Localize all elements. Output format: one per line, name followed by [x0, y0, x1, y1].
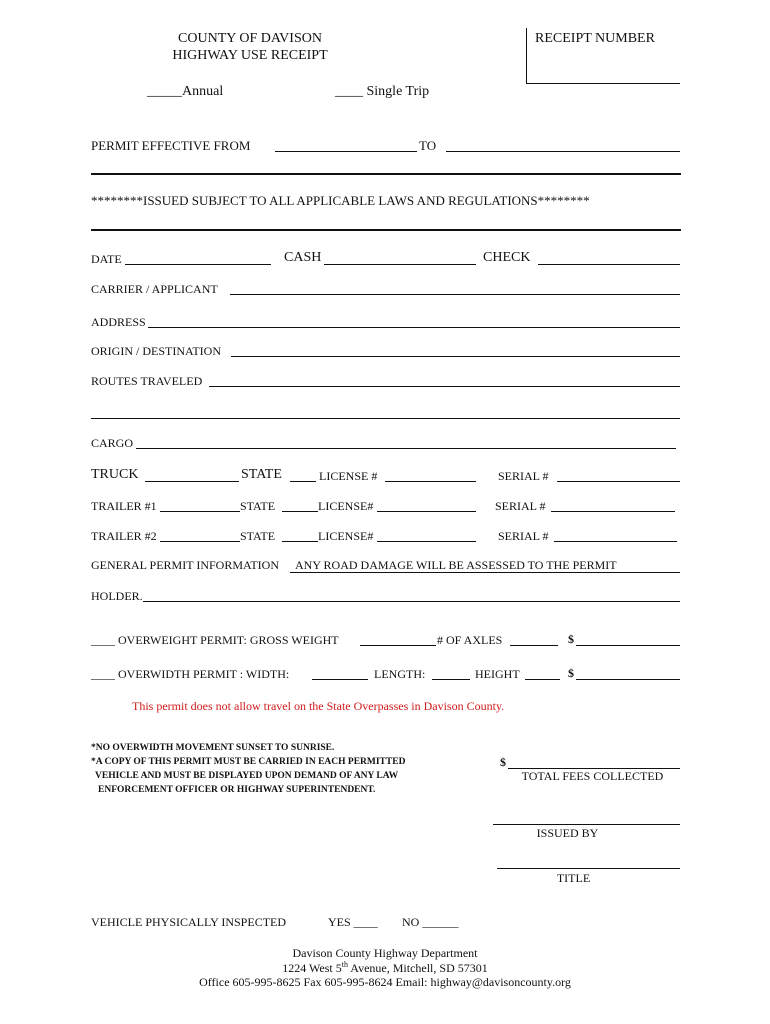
total-dollar: $ [500, 755, 506, 769]
note-line-4: ENFORCEMENT OFFICER OR HIGHWAY SUPERINTENDENT. [98, 785, 376, 795]
overweight-row [91, 633, 339, 648]
note-line-3: VEHICLE AND MUST BE DISPLAYED UPON DEMAND OF ANY LAW [95, 771, 399, 781]
overwidth-amount-field[interactable] [576, 679, 680, 680]
single-trip-label: Single Trip [366, 84, 430, 99]
annual-option[interactable] [147, 84, 223, 100]
receipt-number-field[interactable] [530, 52, 676, 80]
receipt-title: HIGHWAY USE RECEIPT [172, 48, 328, 63]
overweight-dollar: $ [568, 632, 574, 646]
holder-line [143, 601, 680, 602]
general-info-line [290, 572, 680, 573]
divider-bottom [91, 229, 681, 231]
trailer1-field[interactable] [160, 511, 240, 512]
width-field[interactable] [312, 679, 368, 680]
routes-field-2[interactable] [91, 418, 680, 419]
cash-label: CASH [284, 250, 322, 265]
trailer1-state-field[interactable] [282, 511, 318, 512]
truck-field[interactable] [145, 481, 239, 482]
carrier-label: CARRIER / APPLICANT [91, 282, 218, 296]
axles-field[interactable] [510, 645, 558, 646]
origin-destination-field[interactable] [231, 356, 680, 357]
truck-license-label: LICENSE # [319, 469, 378, 483]
length-label: LENGTH: [374, 667, 426, 681]
receipt-number-label: RECEIPT NUMBER [535, 31, 655, 46]
trailer2-state-label: STATE [240, 529, 276, 543]
truck-serial-field[interactable] [557, 481, 680, 482]
routes-label: ROUTES TRAVELED [91, 374, 203, 388]
trailer2-serial-label: SERIAL # [498, 529, 549, 543]
inspection-no[interactable] [402, 915, 458, 930]
trailer2-license-label: LICENSE# [318, 529, 374, 543]
issued-by-label: ISSUED BY [536, 826, 599, 840]
axles-label: # OF AXLES [437, 633, 503, 647]
note-line-1: *NO OVERWIDTH MOVEMENT SUNSET TO SUNRISE. [91, 743, 335, 753]
receipt-box-left [526, 28, 527, 84]
footer-address-post: Avenue, Mitchell, SD 57301 [347, 961, 488, 975]
annual-label: Annual [182, 84, 224, 99]
issued-by-field[interactable] [493, 824, 680, 825]
general-info-text: ANY ROAD DAMAGE WILL BE ASSESSED TO THE PERMIT [295, 558, 617, 572]
height-field[interactable] [525, 679, 560, 680]
truck-license-field[interactable] [385, 481, 476, 482]
footer-contact: Office 605-995-8625 Fax 605-995-8624 Email: highway@davisoncounty.org [199, 975, 571, 989]
footer-address-pre: 1224 West 5 [282, 961, 342, 975]
effective-from-field[interactable] [275, 151, 417, 152]
county-title: COUNTY OF DAVISON [178, 31, 322, 46]
divider-top [91, 173, 681, 175]
legal-notice: ********ISSUED SUBJECT TO ALL APPLICABLE LAWS AND REGULATIONS******** [91, 193, 590, 208]
truck-label: TRUCK [91, 467, 139, 482]
total-fees-label: TOTAL FEES COLLECTED [521, 769, 664, 783]
inspection-no-label: NO [402, 915, 420, 929]
overweight-amount-field[interactable] [576, 645, 680, 646]
length-field[interactable] [432, 679, 470, 680]
overwidth-blank[interactable]: ____ [91, 667, 115, 681]
inspection-yes-label: YES [328, 915, 351, 929]
overwidth-row [91, 667, 289, 682]
overpass-note: This permit does not allow travel on the State Overpasses in Davison County. [132, 699, 505, 713]
routes-field[interactable] [209, 386, 680, 387]
receipt-box-bottom [526, 83, 680, 84]
holder-text: HOLDER. [91, 589, 143, 603]
trailer1-serial-field[interactable] [551, 511, 675, 512]
height-label: HEIGHT [475, 667, 520, 681]
effective-to-field[interactable] [446, 151, 680, 152]
check-label: CHECK [483, 250, 531, 265]
origin-destination-label: ORIGIN / DESTINATION [91, 344, 221, 358]
trailer2-field[interactable] [160, 541, 240, 542]
inspection-no-blank[interactable]: ______ [422, 915, 459, 929]
effective-to-label: TO [419, 138, 437, 153]
check-field[interactable] [538, 264, 680, 265]
trailer1-serial-label: SERIAL # [495, 499, 546, 513]
trailer1-license-field[interactable] [377, 511, 476, 512]
gross-weight-field[interactable] [360, 645, 436, 646]
annual-blank[interactable]: _____ [147, 84, 182, 99]
cargo-field[interactable] [136, 448, 676, 449]
single-trip-blank[interactable]: ____ [335, 84, 363, 99]
overweight-label: OVERWEIGHT PERMIT: GROSS WEIGHT [118, 633, 339, 647]
trailer1-license-label: LICENSE# [318, 499, 374, 513]
trailer2-serial-field[interactable] [554, 541, 677, 542]
overwidth-dollar: $ [568, 666, 574, 680]
overwidth-label: OVERWIDTH PERMIT : WIDTH: [118, 667, 290, 681]
inspection-yes-blank[interactable]: ____ [353, 915, 378, 929]
footer-department: Davison County Highway Department [292, 946, 478, 960]
general-info-label: GENERAL PERMIT INFORMATION [91, 558, 280, 572]
inspection-label: VEHICLE PHYSICALLY INSPECTED [91, 915, 287, 929]
date-label: DATE [91, 252, 122, 266]
effective-from-label: PERMIT EFFECTIVE FROM [91, 138, 251, 153]
title-label: TITLE [556, 871, 591, 885]
single-trip-option[interactable] [335, 84, 429, 100]
trailer2-label: TRAILER #2 [91, 529, 157, 543]
truck-state-label: STATE [241, 467, 282, 482]
truck-state-field[interactable] [290, 481, 316, 482]
footer-address-sup: th [341, 960, 348, 969]
overweight-blank[interactable]: ____ [91, 633, 115, 647]
cash-field[interactable] [324, 264, 476, 265]
inspection-yes[interactable] [328, 915, 378, 930]
trailer2-license-field[interactable] [377, 541, 476, 542]
date-field[interactable] [125, 264, 271, 265]
footer-address [185, 960, 585, 976]
carrier-field[interactable] [230, 294, 680, 295]
title-field[interactable] [497, 868, 680, 869]
trailer1-label: TRAILER #1 [91, 499, 157, 513]
address-label: ADDRESS [91, 315, 146, 329]
trailer2-state-field[interactable] [282, 541, 318, 542]
address-field[interactable] [148, 327, 680, 328]
truck-serial-label: SERIAL # [498, 469, 549, 483]
trailer1-state-label: STATE [240, 499, 276, 513]
note-line-2: *A COPY OF THIS PERMIT MUST BE CARRIED IN EACH PERMITTED [91, 757, 406, 767]
cargo-label: CARGO [91, 436, 134, 450]
